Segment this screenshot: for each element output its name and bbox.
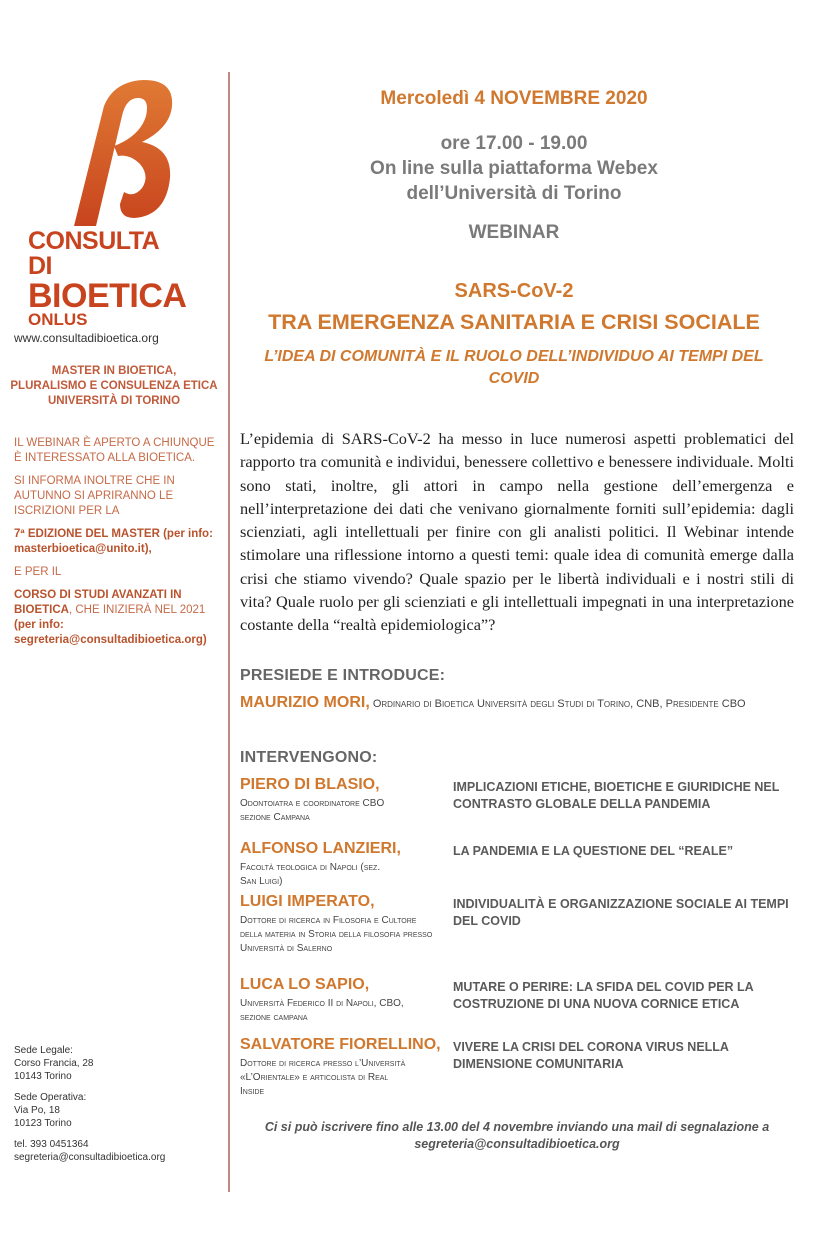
chair-affiliation: Ordinario di Bioetica Università degli Studi di Torino, CNB, Presidente CBO [369, 698, 746, 710]
phone: tel. 393 0451364 [14, 1139, 89, 1150]
website-link[interactable]: www.consultadibioetica.org [14, 331, 159, 345]
speaker-name: LUCA LO SAPIO, [240, 976, 370, 993]
vertical-divider [228, 72, 230, 1192]
event-title-2: TRA EMERGENZA SANITARIA E CRISI SOCIALE [268, 310, 760, 334]
registration-note: Ci si può iscrivere fino alle 13.00 del 4 novembre inviando una mail di segnalazione a segreteria@consultadibioetica.org [264, 1120, 770, 1151]
master-line-2: PLURALISMO E CONSULENZA ETICA [10, 380, 218, 392]
note-edition: 7ª EDIZIONE DEL MASTER (per info: masterbioetica@unito.it), [14, 528, 213, 555]
platform-line-2: dell’Università di Torino [406, 183, 622, 204]
side-notes [14, 436, 224, 656]
note-inform: SI INFORMA INOLTRE CHE IN AUTUNNO SI APRIRANNO LE ISCRIZIONI PER LA [14, 475, 175, 517]
event-time: ore 17.00 - 19.00 [440, 133, 588, 154]
speaker-affiliation: Facoltà teologica di Napoli (sez. San Luigi) [240, 862, 381, 887]
presiede-heading: PRESIEDE E INTRODUCE: [240, 667, 446, 684]
platform-line-1: On line sulla piattaforma Webex [370, 158, 658, 179]
legal-label: Sede Legale: [14, 1045, 73, 1056]
legal-city: 10143 Torino [14, 1071, 72, 1082]
speaker-affiliation: Dottore di ricerca presso l’Università «L’Orientale» e articolista di Real Inside [240, 1058, 406, 1097]
speaker-topic: MUTARE O PERIRE: LA SFIDA DEL COVID PER LA COSTRUZIONE DI UNA NUOVA CORNICE ETICA [453, 980, 754, 1011]
note-open: IL WEBINAR È APERTO A CHIUNQUE È INTERESSATO ALLA BIOETICA. [14, 437, 215, 464]
beta-logo-icon [34, 76, 184, 236]
speaker-affiliation: Dottore di ricerca in Filosofia e Cultore della materia in Storia della filosofia presso Università di Salerno [240, 915, 433, 954]
op-street: Via Po, 18 [14, 1105, 60, 1116]
address-block [14, 1044, 165, 1172]
event-title-1: SARS-CoV-2 [454, 280, 574, 302]
speaker-affiliation: Odontoiatra e coordinatore CBO sezione Campana [240, 798, 385, 823]
speaker-topic: INDIVIDUALITÀ E ORGANIZZAZIONE SOCIALE AI TEMPI DEL COVID [453, 897, 789, 928]
logo-line-1: CONSULTA DI [28, 227, 159, 280]
master-line-3: UNIVERSITÀ DI TORINO [47, 395, 181, 407]
intervengono-heading: INTERVENGONO: [240, 749, 378, 766]
logo-line-2: BIOETICA [28, 277, 187, 315]
chair-entry [240, 694, 800, 713]
op-label: Sede Operativa: [14, 1092, 87, 1103]
speaker-topic: LA PANDEMIA E LA QUESTIONE DEL “REALE” [453, 844, 734, 858]
speaker-name: PIERO DI BLASIO, [240, 776, 380, 793]
note-course-info: (per info: segreteria@consultadibioetica.org) [14, 619, 207, 646]
master-info [0, 364, 228, 409]
email-link[interactable]: segreteria@consultadibioetica.org [14, 1152, 166, 1163]
note-and-for: E PER IL [14, 566, 62, 578]
event-subtitle: L’IDEA DI COMUNITÀ E IL RUOLO DELL’INDIVIDUO AI TEMPI DEL COVID [264, 348, 764, 387]
chair-name: MAURIZIO MORI, [240, 694, 370, 711]
note-course: CORSO DI STUDI AVANZATI IN BIOETICA [14, 589, 182, 616]
logo-line-3: ONLUS [28, 310, 88, 329]
speaker-name: SALVATORE FIORELLINO, [240, 1036, 441, 1053]
speaker-affiliation: Università Federico II di Napoli, CBO, sezione campana [240, 998, 404, 1023]
event-time-platform [232, 131, 796, 206]
sidebar [0, 0, 228, 1242]
description-paragraph: L’epidemia di SARS-CoV-2 ha messo in luce numerosi aspetti problematici del rapporto tra comunità e individui, benessere collettivo e benessere individuale. Molti sono stati, inoltre, gli attori in campo nella gestione dell’emergenza e nell’interpretazione dei dati che venivano giornalmente forniti sull’epidemia: dagli scienziati, agli intellettuali per finire con gli analisti politici. Il Webinar intende stimolare una riflessione intorno a questi temi: quale idea di comunità emerge dalla crisi che stiamo vivendo? Quale spazio per le libertà individuali e i nostri stili di vita? Quale ruolo per gli scienziati e gli intellettuali impegnati in una interpretazione costante della “realtà epidemiologica”? [240, 429, 794, 635]
speaker-topic: IMPLICAZIONI ETICHE, BIOETICHE E GIURIDICHE NEL CONTRASTO GLOBALE DELLA PANDEMIA [453, 780, 780, 811]
note-course-rest: , CHE INIZIERÀ NEL 2021 [68, 604, 206, 616]
master-line-1: MASTER IN BIOETICA, [51, 365, 177, 377]
event-date: Mercoledì 4 NOVEMBRE 2020 [380, 88, 648, 109]
legal-street: Corso Francia, 28 [14, 1058, 94, 1069]
speaker-name: LUIGI IMPERATO, [240, 893, 375, 910]
op-city: 10123 Torino [14, 1118, 72, 1129]
speaker-topic: VIVERE LA CRISI DEL CORONA VIRUS NELLA DIMENSIONE COMUNITARIA [453, 1040, 729, 1071]
event-type: WEBINAR [468, 222, 560, 243]
speaker-name: ALFONSO LANZIERI, [240, 840, 401, 857]
consulta-bioetica-logo [16, 76, 187, 329]
